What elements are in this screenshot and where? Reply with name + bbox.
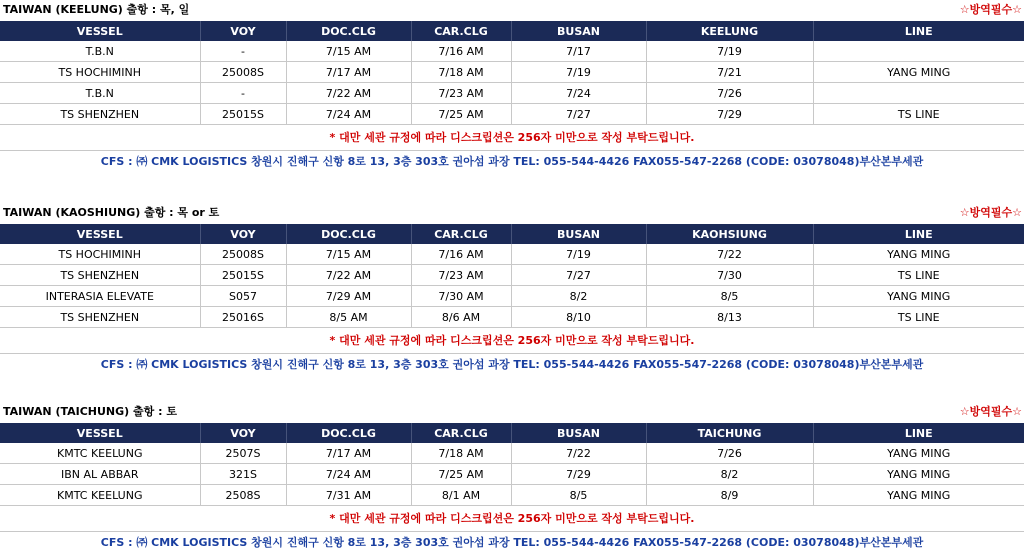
cell-voy: S057	[200, 286, 286, 307]
cfs-info: CFS : ㈜ CMK LOGISTICS 창원시 진해구 신항 8로 13, 3층 303호 권아섬 과장 TEL: 055-544-4426 FAX055-547-2268 (CODE: 03078048)부산본부세관	[100, 536, 924, 549]
cell-line: YANG MING	[813, 244, 1024, 265]
cell-doc-clg: 7/24 AM	[286, 464, 411, 485]
cell-busan: 7/29	[511, 464, 646, 485]
table-header-row	[0, 21, 1024, 41]
section-title: TAIWAN (TAICHUNG) 출항 : 토	[3, 405, 177, 418]
cell-doc-clg: 7/15 AM	[286, 244, 411, 265]
cell-line: TS LINE	[813, 307, 1024, 328]
cell-destination: 7/21	[646, 62, 813, 83]
table-row	[0, 244, 1024, 265]
column-header-voy: VOY	[200, 423, 286, 443]
cell-line: YANG MING	[813, 485, 1024, 506]
column-header-line: LINE	[813, 423, 1024, 443]
cell-destination: 7/26	[646, 443, 813, 464]
cell-car-clg: 7/18 AM	[411, 62, 511, 83]
cell-busan: 7/17	[511, 41, 646, 62]
cell-line: TS LINE	[813, 104, 1024, 125]
cell-line	[813, 41, 1024, 62]
cell-line	[813, 83, 1024, 104]
column-header-destination: TAICHUNG	[646, 423, 813, 443]
cell-car-clg: 7/25 AM	[411, 104, 511, 125]
cell-car-clg: 7/16 AM	[411, 244, 511, 265]
customs-warning: * 대만 세관 규정에 따라 디스크립션은 256자 미만으로 작성 부탁드립니다.	[329, 334, 695, 347]
cell-voy: 25008S	[200, 62, 286, 83]
cell-destination: 7/26	[646, 83, 813, 104]
cfs-info: CFS : ㈜ CMK LOGISTICS 창원시 진해구 신항 8로 13, 3층 303호 권아섬 과장 TEL: 055-544-4426 FAX055-547-2268 (CODE: 03078048)부산본부세관	[100, 155, 924, 168]
column-header-busan: BUSAN	[511, 423, 646, 443]
cell-voy: 25015S	[200, 104, 286, 125]
cell-voy: -	[200, 83, 286, 104]
cell-doc-clg: 7/22 AM	[286, 265, 411, 286]
cell-car-clg: 7/16 AM	[411, 41, 511, 62]
cell-voy: 25016S	[200, 307, 286, 328]
cell-line: YANG MING	[813, 464, 1024, 485]
table-row	[0, 62, 1024, 83]
cell-vessel: TS SHENZHEN	[0, 265, 200, 286]
cell-line: YANG MING	[813, 286, 1024, 307]
column-header-vessel: VESSEL	[0, 224, 200, 244]
cell-doc-clg: 7/15 AM	[286, 41, 411, 62]
customs-warning: * 대만 세관 규정에 따라 디스크립션은 256자 미만으로 작성 부탁드립니다.	[329, 512, 695, 525]
divider	[0, 353, 1024, 354]
cell-vessel: T.B.N	[0, 83, 200, 104]
cell-destination: 8/13	[646, 307, 813, 328]
cell-busan: 7/19	[511, 62, 646, 83]
quarantine-note: ☆방역필수☆	[959, 405, 1022, 418]
schedule-table	[0, 21, 1024, 125]
cell-vessel: KMTC KEELUNG	[0, 443, 200, 464]
cell-busan: 8/2	[511, 286, 646, 307]
cell-vessel: TS HOCHIMINH	[0, 244, 200, 265]
cell-busan: 7/24	[511, 83, 646, 104]
schedule-table	[0, 224, 1024, 328]
column-header-vessel: VESSEL	[0, 21, 200, 41]
cell-car-clg: 7/23 AM	[411, 83, 511, 104]
table-row	[0, 464, 1024, 485]
column-header-car-clg: CAR.CLG	[411, 224, 511, 244]
cell-vessel: KMTC KEELUNG	[0, 485, 200, 506]
cell-busan: 7/27	[511, 104, 646, 125]
cell-destination: 7/22	[646, 244, 813, 265]
cell-car-clg: 7/18 AM	[411, 443, 511, 464]
cell-destination: 7/19	[646, 41, 813, 62]
column-header-car-clg: CAR.CLG	[411, 21, 511, 41]
table-row	[0, 83, 1024, 104]
cell-car-clg: 7/30 AM	[411, 286, 511, 307]
cell-busan: 7/22	[511, 443, 646, 464]
table-header-row	[0, 423, 1024, 443]
table-row	[0, 104, 1024, 125]
cell-vessel: TS SHENZHEN	[0, 307, 200, 328]
cell-voy: 25015S	[200, 265, 286, 286]
cell-voy: 2507S	[200, 443, 286, 464]
column-header-doc-clg: DOC.CLG	[286, 21, 411, 41]
cell-busan: 7/19	[511, 244, 646, 265]
customs-warning: * 대만 세관 규정에 따라 디스크립션은 256자 미만으로 작성 부탁드립니다.	[329, 131, 695, 144]
cell-destination: 8/5	[646, 286, 813, 307]
table-row	[0, 265, 1024, 286]
cell-vessel: TS HOCHIMINH	[0, 62, 200, 83]
divider	[0, 531, 1024, 532]
cell-doc-clg: 7/29 AM	[286, 286, 411, 307]
cell-vessel: TS SHENZHEN	[0, 104, 200, 125]
cell-voy: 25008S	[200, 244, 286, 265]
column-header-line: LINE	[813, 224, 1024, 244]
cell-vessel: INTERASIA ELEVATE	[0, 286, 200, 307]
table-row	[0, 485, 1024, 506]
table-row	[0, 41, 1024, 62]
cell-doc-clg: 7/22 AM	[286, 83, 411, 104]
cell-destination: 7/29	[646, 104, 813, 125]
cell-line: TS LINE	[813, 265, 1024, 286]
column-header-line: LINE	[813, 21, 1024, 41]
cell-vessel: IBN AL ABBAR	[0, 464, 200, 485]
cell-line: YANG MING	[813, 443, 1024, 464]
schedule-table	[0, 423, 1024, 506]
section-title: TAIWAN (KEELUNG) 출항 : 목, 일	[3, 3, 190, 16]
quarantine-note: ☆방역필수☆	[959, 3, 1022, 16]
column-header-destination: KEELUNG	[646, 21, 813, 41]
cell-doc-clg: 7/17 AM	[286, 443, 411, 464]
column-header-busan: BUSAN	[511, 224, 646, 244]
cell-destination: 8/9	[646, 485, 813, 506]
column-header-doc-clg: DOC.CLG	[286, 423, 411, 443]
cell-busan: 8/5	[511, 485, 646, 506]
cell-busan: 8/10	[511, 307, 646, 328]
table-row	[0, 286, 1024, 307]
section-title: TAIWAN (KAOSHIUNG) 출항 : 목 or 토	[3, 206, 220, 219]
cell-busan: 7/27	[511, 265, 646, 286]
column-header-destination: KAOHSIUNG	[646, 224, 813, 244]
cell-vessel: T.B.N	[0, 41, 200, 62]
column-header-vessel: VESSEL	[0, 423, 200, 443]
column-header-voy: VOY	[200, 224, 286, 244]
cell-doc-clg: 7/31 AM	[286, 485, 411, 506]
cell-doc-clg: 8/5 AM	[286, 307, 411, 328]
column-header-doc-clg: DOC.CLG	[286, 224, 411, 244]
cell-car-clg: 7/25 AM	[411, 464, 511, 485]
column-header-car-clg: CAR.CLG	[411, 423, 511, 443]
column-header-busan: BUSAN	[511, 21, 646, 41]
cell-destination: 8/2	[646, 464, 813, 485]
table-row	[0, 307, 1024, 328]
cell-voy: 321S	[200, 464, 286, 485]
table-header-row	[0, 224, 1024, 244]
cell-car-clg: 7/23 AM	[411, 265, 511, 286]
cell-doc-clg: 7/17 AM	[286, 62, 411, 83]
divider	[0, 150, 1024, 151]
cell-destination: 7/30	[646, 265, 813, 286]
cell-line: YANG MING	[813, 62, 1024, 83]
column-header-voy: VOY	[200, 21, 286, 41]
cell-voy: -	[200, 41, 286, 62]
cfs-info: CFS : ㈜ CMK LOGISTICS 창원시 진해구 신항 8로 13, 3층 303호 권아섬 과장 TEL: 055-544-4426 FAX055-547-2268 (CODE: 03078048)부산본부세관	[100, 358, 924, 371]
quarantine-note: ☆방역필수☆	[959, 206, 1022, 219]
cell-doc-clg: 7/24 AM	[286, 104, 411, 125]
cell-car-clg: 8/1 AM	[411, 485, 511, 506]
cell-voy: 2508S	[200, 485, 286, 506]
cell-car-clg: 8/6 AM	[411, 307, 511, 328]
table-row	[0, 443, 1024, 464]
